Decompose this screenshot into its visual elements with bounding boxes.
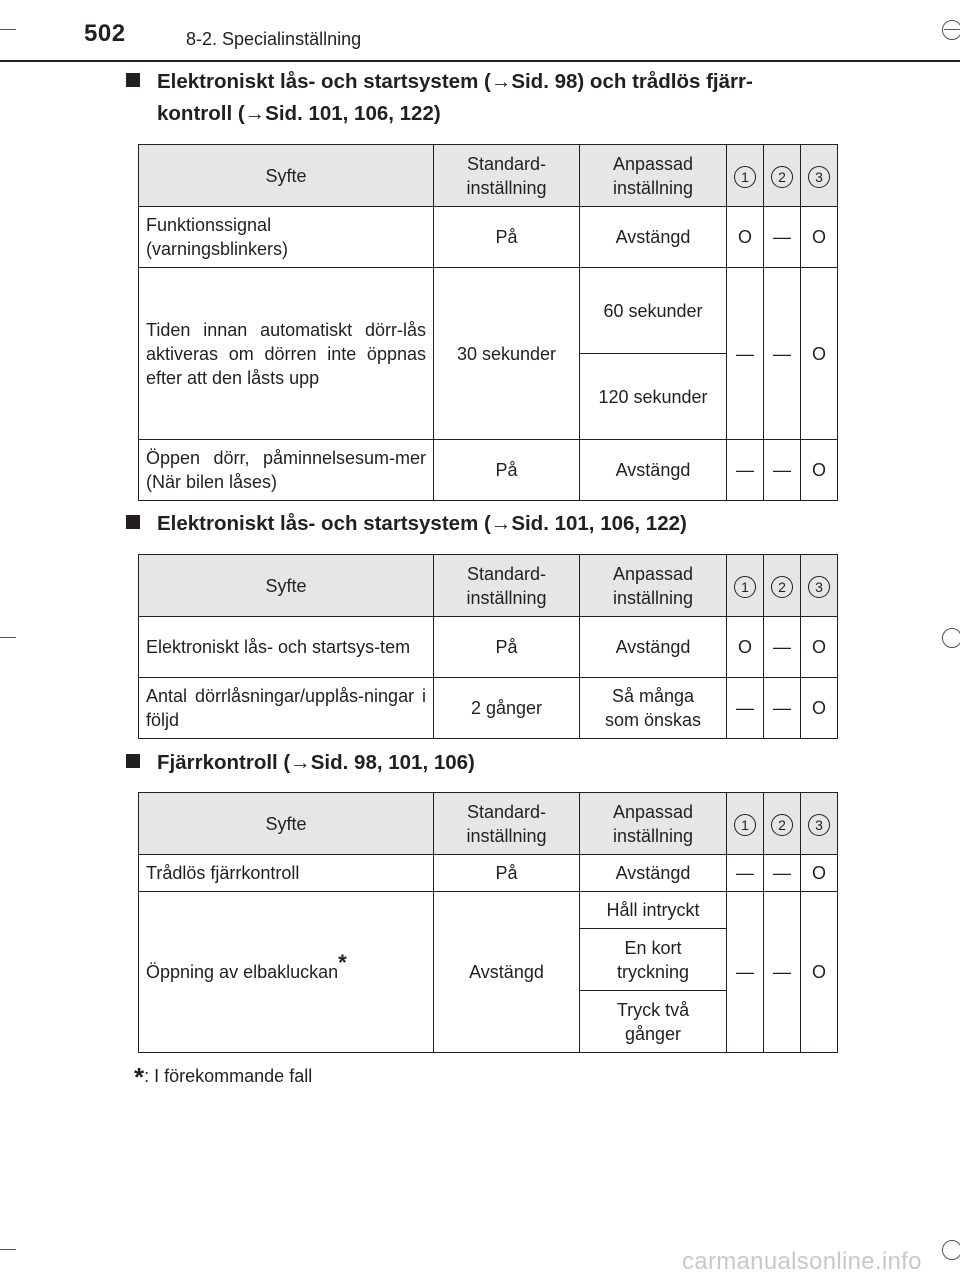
bullet-square-icon <box>126 73 140 87</box>
table-subrow: 120 sekunder <box>139 354 838 440</box>
table-row: Trådlös fjärrkontroll På Avstängd — — O <box>139 855 838 892</box>
col-header-anpassad: Anpassad inställning <box>580 555 727 617</box>
table-row: Tiden innan automatiskt dörr-lås aktiveras om dörren inte öppnas efter att den låsts upp 30 sekunder 60 sekunder — — O <box>139 268 838 354</box>
col-header-syfte: Syfte <box>139 793 434 855</box>
registration-mark <box>942 20 960 40</box>
footnote-mark: * <box>134 1062 145 1092</box>
table-header-row <box>139 555 838 617</box>
col-header-2: 2 <box>771 576 793 598</box>
table-subrow: En kort tryckning <box>139 929 838 991</box>
registration-mark <box>942 628 960 648</box>
col-header-1: 1 <box>734 576 756 598</box>
table-header-row <box>139 793 838 855</box>
crop-mark <box>0 29 16 30</box>
settings-table-2 <box>138 554 838 739</box>
col-header-3: 3 <box>808 576 830 598</box>
registration-mark <box>942 1240 960 1260</box>
table-row: Öppning av elbakluckan* Avstängd Håll intryckt — — O <box>139 892 838 929</box>
table-row: Funktionssignal (varningsblinkers) På Avstängd O — O <box>139 207 838 268</box>
col-header-anpassad: Anpassad inställning <box>580 793 727 855</box>
page-header <box>0 0 960 60</box>
col-header-syfte: Syfte <box>139 555 434 617</box>
col-header-anpassad: Anpassad inställning <box>580 145 727 207</box>
settings-table-3 <box>138 792 838 1053</box>
table-row: Antal dörrlåsningar/upplås-ningar i följd 2 gånger Så många som önskas — — O <box>139 678 838 739</box>
col-header-3: 3 <box>808 166 830 188</box>
footnote-mark: * <box>338 950 347 975</box>
col-header-1: 1 <box>734 814 756 836</box>
bullet-square-icon <box>126 515 140 529</box>
section-title: 8-2. Specialinställning <box>186 29 362 49</box>
header-rule <box>0 60 960 62</box>
section-heading-2: Elektroniskt lås- och startsystem (→Sid. 101, 106, 122) <box>126 508 687 540</box>
watermark: carmanualsonline.info <box>682 1248 922 1275</box>
section-heading-1: Elektroniskt lås- och startsystem (→Sid. 98) och trådlös fjärr- kontroll (→Sid. 101, 106, 122) <box>126 66 828 130</box>
col-header-3: 3 <box>808 814 830 836</box>
settings-table-1 <box>138 144 838 501</box>
col-header-2: 2 <box>771 166 793 188</box>
section-heading-3: Fjärrkontroll (→Sid. 98, 101, 106) <box>126 747 475 779</box>
bullet-square-icon <box>126 754 140 768</box>
col-header-2: 2 <box>771 814 793 836</box>
crop-mark <box>0 637 16 638</box>
col-header-1: 1 <box>734 166 756 188</box>
table-row: Elektroniskt lås- och startsys-tem På Avstängd O — O <box>139 617 838 678</box>
col-header-syfte: Syfte <box>139 145 434 207</box>
table-header-row <box>139 145 838 207</box>
table-row: Öppen dörr, påminnelsesum-mer (När bilen låses) På Avstängd — — O <box>139 440 838 501</box>
page-number: 502 <box>84 20 126 47</box>
col-header-standard: Standard- inställning <box>434 145 580 207</box>
crop-mark <box>0 1249 16 1250</box>
col-header-standard: Standard- inställning <box>434 555 580 617</box>
col-header-standard: Standard- inställning <box>434 793 580 855</box>
footnote: *: I förekommande fall <box>134 1062 313 1092</box>
table-subrow: Tryck två gånger <box>139 991 838 1053</box>
